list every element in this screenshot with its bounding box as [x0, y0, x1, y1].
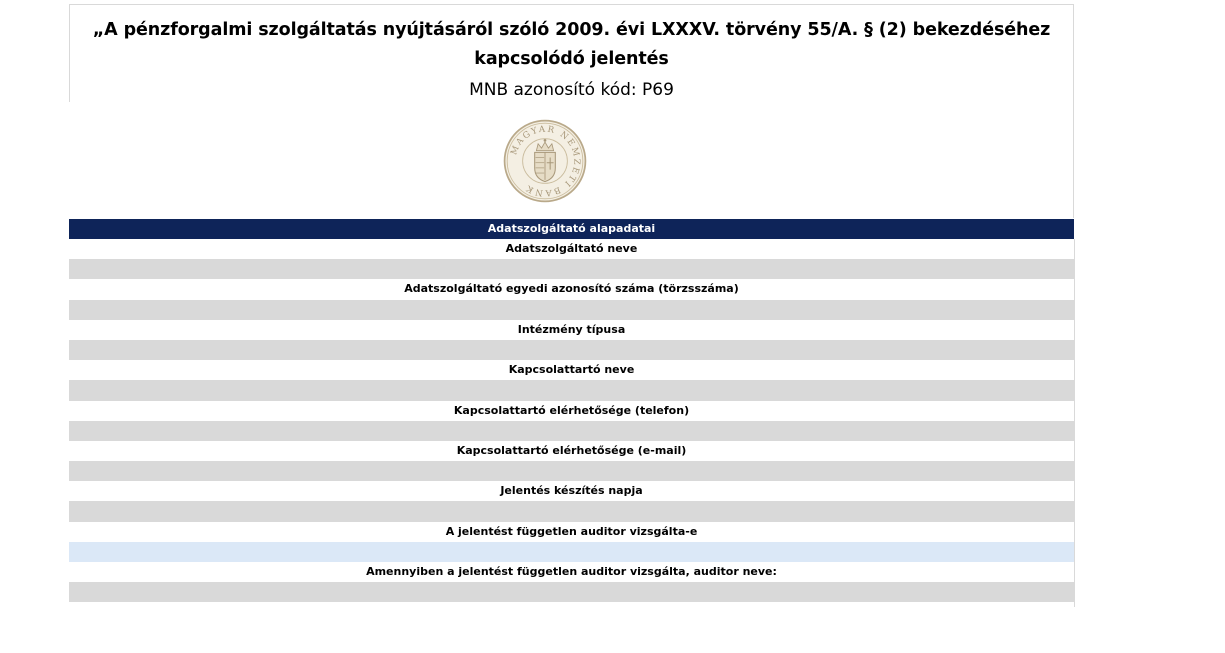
field-value-provider-id[interactable]	[69, 300, 1074, 320]
field-value-contact-name[interactable]	[69, 380, 1074, 400]
field-label-provider-id: Adatszolgáltató egyedi azonosító száma (törzsszáma)	[69, 279, 1074, 299]
report-sheet	[69, 4, 1074, 607]
field-value-contact-email[interactable]	[69, 461, 1074, 481]
mnb-seal-logo	[502, 118, 588, 204]
field-value-report-date[interactable]	[69, 501, 1074, 521]
field-value-contact-phone[interactable]	[69, 421, 1074, 441]
report-title-line-1: „A pénzforgalmi szolgáltatás nyújtásáról szóló 2009. évi LXXXV. törvény 55/A. § (2) bekezdéséhez	[92, 20, 1051, 40]
field-label-auditor-name: Amennyiben a jelentést független auditor vizsgálta, auditor neve:	[69, 562, 1074, 582]
field-label-contact-name: Kapcsolattartó neve	[69, 360, 1074, 380]
field-list	[69, 239, 1074, 602]
field-label-contact-email: Kapcsolattartó elérhetősége (e-mail)	[69, 441, 1074, 461]
svg-text:MAGYAR NEMZETI BANK: MAGYAR NEMZETI BANK	[509, 124, 582, 198]
mnb-code: MNB azonosító kód: P69	[469, 80, 674, 100]
field-value-institution-type[interactable]	[69, 340, 1074, 360]
field-label-provider-name: Adatszolgáltató neve	[69, 239, 1074, 259]
field-label-audited: A jelentést független auditor vizsgálta-e	[69, 522, 1074, 542]
field-value-audited[interactable]	[69, 542, 1074, 562]
field-label-contact-phone: Kapcsolattartó elérhetősége (telefon)	[69, 401, 1074, 421]
right-border	[1074, 239, 1075, 607]
report-title-line-2: kapcsolódó jelentés	[474, 49, 669, 69]
field-value-auditor-name[interactable]	[69, 582, 1074, 602]
field-value-provider-name[interactable]	[69, 259, 1074, 279]
section-header-bar: Adatszolgáltató alapadatai	[69, 219, 1074, 239]
field-label-report-date: Jelentés készítés napja	[69, 481, 1074, 501]
field-label-institution-type: Intézmény típusa	[69, 320, 1074, 340]
